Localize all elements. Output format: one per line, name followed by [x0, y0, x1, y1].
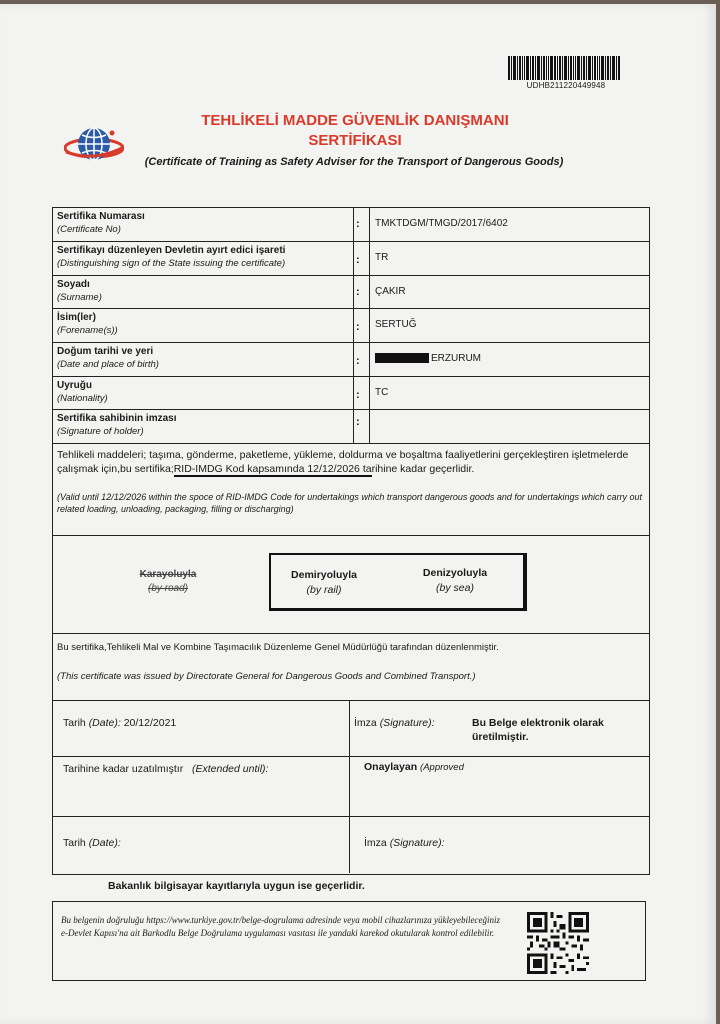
field-label-en: (Certificate No): [57, 224, 121, 235]
verification-box: [52, 901, 646, 981]
state-sign-value: TR: [375, 252, 389, 263]
birth-value: [375, 353, 481, 364]
ministry-globe-logo-icon: [64, 124, 124, 172]
field-row-nationality: [53, 377, 649, 410]
field-label: İsim(ler): [57, 312, 96, 323]
birth-place-value: ERZURUM: [431, 353, 481, 364]
field-row-signature-holder: [53, 410, 649, 444]
colon: :: [356, 286, 360, 298]
validity-underlined: RID-IMDG Kod kapsamında 12/12/2026 ta: [173, 463, 372, 475]
extended-until-cell: Tarihine kadar uzatılmıştır (Extended until):: [53, 757, 350, 817]
field-row-forenames: [53, 309, 649, 343]
nationality-value: TC: [375, 387, 389, 398]
certificate-no-value: TMKTDGM/TMGD/2017/6402: [375, 218, 508, 229]
colon: :: [356, 218, 360, 230]
field-label: Sertifikayı düzenleyen Devletin ayırt edici işareti: [57, 245, 286, 256]
signature-table: [52, 701, 650, 875]
validity-text-en: (Valid until 12/12/2026 within the spoce of RID-IMDG Code for undertakings which transport dangerous goods and for undertakings which carry out related loading, unloading, packaging, filling or discharging): [57, 492, 642, 514]
electronic-signature-note: Bu Belge elektronik olarak üretilmiştir.: [472, 717, 604, 743]
field-label-en: (Surname): [57, 292, 102, 303]
field-label: Soyadı: [57, 279, 90, 290]
issue-date-cell: Tarih (Date): 20/12/2021: [53, 701, 350, 757]
colon: :: [356, 254, 360, 266]
mode-road: Karayoluyla (by road): [139, 569, 197, 594]
colon: :: [356, 416, 360, 428]
field-label-en: (Date and place of birth): [57, 359, 159, 370]
colon: :: [356, 355, 360, 367]
field-row-distinguishing-sign: [53, 242, 649, 276]
colon: :: [356, 321, 360, 333]
field-label-en: (Nationality): [57, 393, 108, 404]
field-row-surname: [53, 276, 649, 309]
issuer-section: [53, 634, 649, 701]
extension-signature-cell: İmza (Signature):: [364, 837, 445, 849]
field-label: Uyruğu: [57, 380, 92, 391]
transport-modes-section: [53, 536, 649, 634]
mode-sea: Denizyoluyla (by sea): [422, 567, 488, 594]
barcode: [508, 56, 620, 80]
redaction-bar: [375, 353, 429, 363]
certificate-page: [0, 4, 716, 1024]
surname-value: ÇAKIR: [375, 286, 406, 297]
field-label-en: (Forename(s)): [57, 325, 118, 336]
title-line-1: TEHLİKELİ MADDE GÜVENLİK DANIŞMANI: [201, 112, 509, 129]
issue-date-value: 20/12/2021: [123, 717, 177, 729]
barcode-number: UDHB211220449948: [526, 81, 606, 90]
field-row-certificate-no: [53, 208, 649, 242]
verification-text: Bu belgenin doğruluğu https://www.turkiye.gov.tr/belge-dogrulama adresinde veya mobil cihazlarınıza yükleyebileceğiniz e-Devlet Kapısı'na ait Barkodlu Belge Doğrulama uygulaması vasıtası ile yandaki karekod okutularak kontrol edilebilir.: [61, 915, 501, 938]
field-label: Sertifika Numarası: [57, 211, 145, 222]
issuer-text-tr: Bu sertifika,Tehlikeli Mal ve Kombine Taşımacılık Düzenleme Genel Müdürlüğü tarafından düzenlenmiştir.: [57, 642, 499, 653]
certificate-title: [150, 111, 560, 151]
colon: :: [356, 389, 360, 401]
field-label: Sertifika sahibinin imzası: [57, 413, 177, 424]
field-label-en: (Distinguishing sign of the State issuing the certificate): [57, 258, 286, 269]
title-line-2: SERTİFİKASI: [308, 132, 402, 149]
validity-text-tr: Tehlikeli maddeleri; taşıma, gönderme, paketleme, yükleme, doldurma ve boşaltma faaliyetlerini gerçekleştiren işletmelerde çalışmak için,bu sertifika;RID-IMDG Kod kapsamında 12/12/2026 tarihine kadar geçerlidir.: [57, 449, 629, 475]
approved-cell: Onaylayan (Approved: [350, 757, 649, 817]
issuer-text-en: (This certificate was issued by Directorate General for Dangerous Goods and Combined Transport.): [57, 671, 476, 682]
mode-rail: Demiryoluyla (by rail): [291, 569, 357, 596]
field-label: Doğum tarihi ve yeri: [57, 346, 154, 357]
issue-signature-cell: İmza (Signature): Bu Belge elektronik olarak üretilmiştir.: [350, 701, 649, 757]
validity-section: [53, 444, 649, 536]
field-row-birth: [53, 343, 649, 377]
validity-footer-note: Bakanlık bilgisayar kayıtlarıyla uygun ise geçerlidir.: [108, 880, 365, 892]
qr-code-icon[interactable]: [527, 912, 589, 974]
certificate-details-table: [52, 207, 650, 701]
certificate-subtitle: (Certificate of Training as Safety Adviser for the Transport of Dangerous Goods): [144, 156, 564, 168]
field-label-en: (Signature of holder): [57, 426, 144, 437]
forename-value: SERTUĞ: [375, 319, 417, 330]
extension-date-cell: Tarih (Date):: [53, 817, 350, 873]
